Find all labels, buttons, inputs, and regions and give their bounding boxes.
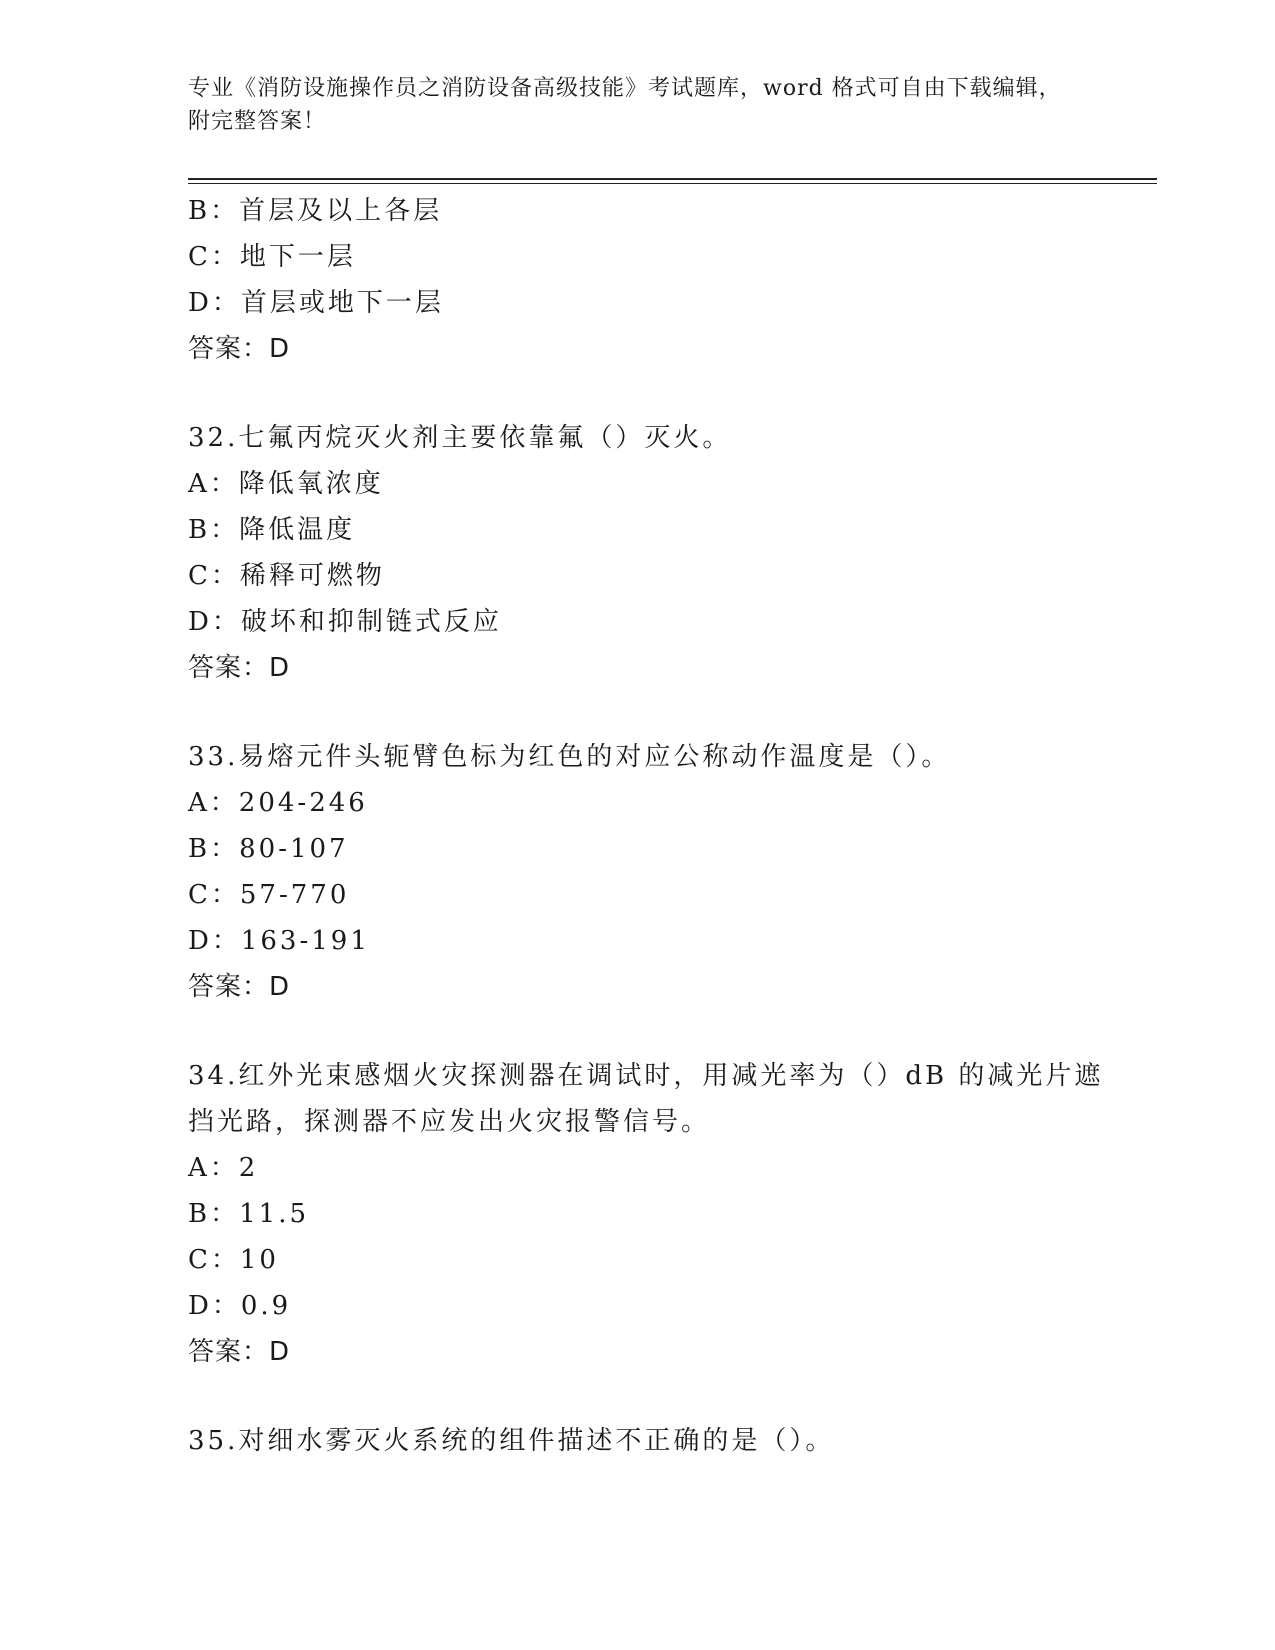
- spacer: [188, 691, 1108, 734]
- option-a: A：降低氧浓度: [188, 469, 384, 499]
- option-a: A：204-246: [188, 788, 368, 818]
- answer: 答案：D: [188, 334, 291, 364]
- spacer: [188, 1375, 1108, 1418]
- header-rule-thin: [188, 183, 1157, 184]
- question-title: 35.对细水雾灭火系统的组件描述不正确的是（）。: [188, 1426, 835, 1456]
- spacer: [188, 1010, 1108, 1053]
- option-d: D：首层或地下一层: [188, 288, 444, 318]
- question-35: [188, 1418, 1108, 1464]
- answer: 答案：D: [188, 1337, 291, 1367]
- question-32: [188, 415, 1108, 691]
- document-header: 专业《消防设施操作员之消防设备高级技能》考试题库，word 格式可自由下载编辑，附完整答案！: [188, 76, 1062, 134]
- question-33: [188, 734, 1108, 1010]
- header-rule-thick: [188, 178, 1157, 180]
- question-34: [188, 1053, 1108, 1375]
- spacer: [188, 372, 1108, 415]
- option-a: A：2: [188, 1153, 259, 1183]
- option-b: B：降低温度: [188, 515, 356, 545]
- question-title: 34.红外光束感烟火灾探测器在调试时，用减光率为（）dB 的减光片遮挡光路，探测器不应发出火灾报警信号。: [188, 1061, 1104, 1137]
- option-c: C：稀释可燃物: [188, 561, 385, 591]
- option-d: D：0.9: [188, 1291, 292, 1321]
- question-title: 33.易熔元件头轭臂色标为红色的对应公称动作温度是（）。: [188, 742, 951, 772]
- option-c: C：地下一层: [188, 242, 356, 272]
- question-title: 32.七氟丙烷灭火剂主要依靠氟（）灭火。: [188, 423, 732, 453]
- question-31-continued: [188, 188, 1108, 372]
- option-c: C：57-770: [188, 880, 350, 910]
- option-d: D：破坏和抑制链式反应: [188, 607, 502, 637]
- option-b: B：80-107: [188, 834, 349, 864]
- option-b: B：首层及以上各层: [188, 196, 443, 226]
- answer: 答案：D: [188, 972, 291, 1002]
- option-d: D：163-191: [188, 926, 370, 956]
- question-list: [188, 188, 1108, 1464]
- answer: 答案：D: [188, 653, 291, 683]
- option-b: B：11.5: [188, 1199, 309, 1229]
- option-c: C：10: [188, 1245, 279, 1275]
